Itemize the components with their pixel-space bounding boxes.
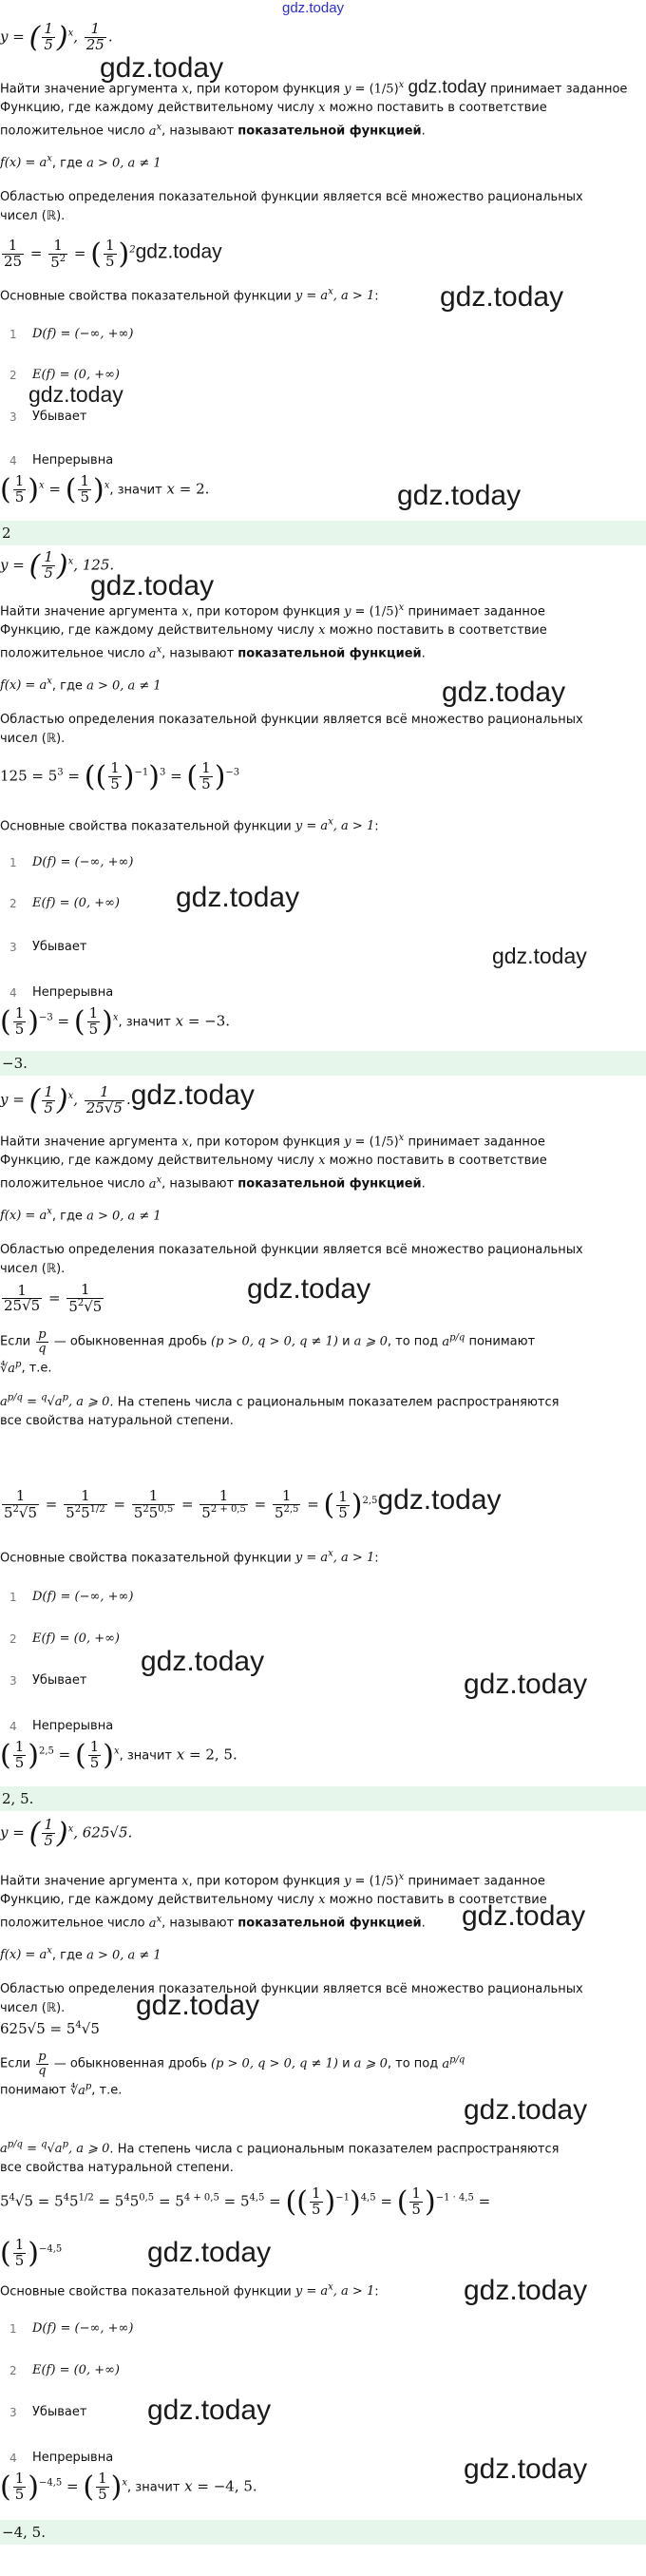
task-3-text: Найти значение аргумента x, при котором функция $y = (1/5)^x$ принимает заданное Функцию, где каждому действительному числу x можно поставить в соответствие положительное число $a^x$, называют показательной функцией. (0, 1133, 547, 1192)
watermark: gdz.today (464, 2094, 588, 2126)
prop-item: 3 Убывает (10, 2405, 87, 2419)
watermark: gdz.today (28, 382, 124, 407)
task-1-def: $f(x) = a^x$, где a > 0, a ≠ 1 (0, 154, 162, 171)
site-header-logo[interactable]: gdz.today (282, 0, 345, 16)
prop-item: 4 Непрерывна (10, 453, 114, 467)
prop-item: 2 E(f) = (0, +∞) (10, 1631, 121, 1646)
prop-item: 1 D(f) = (−∞, +∞) (10, 855, 134, 869)
task-3-conclusion: ( $\frac{1}{5}$ )$^{2,5}$ = ( $\frac{1}{5}$ )$^x$, значит x = 2, 5. (0, 1738, 238, 1772)
task-3-step-b: $\frac{1}{5^2√5}$ = $\frac{1}{5^25^{1/2}}$ = $\frac{1}{5^25^{0,5}}$ = $\frac{1}{5^{2 + 0,5}}$ = $\frac{1}{5^{2,5}}$ = ( $\frac{1}{5}$ )$^{2,5}$gdz.today (4, 1484, 502, 1522)
watermark: gdz.today (397, 480, 522, 511)
task-4-step-b: $5^4√5 = 5^45^{1/2} = 5^45^{0,5} = 5^{4 + 0,5} = 5^{4,5}$ = (( $\frac{1}{5}$ )$^{-1}$)$^{4,5}$ = ( $\frac{1}{5}$ )$^{-1 \cdot 4,5}$ = (0, 2185, 491, 2219)
prop-item: 2 E(f) = (0, +∞) (10, 2363, 121, 2377)
task-1-step: $\frac{1}{25}$ = $\frac{1}{5^2}$ = ( $\frac{1}{5}$ )$^2$gdz.today (4, 236, 222, 271)
watermark: gdz.today (247, 1273, 371, 1305)
prop-item: 1 D(f) = (−∞, +∞) (10, 327, 134, 341)
watermark: gdz.today (147, 2237, 272, 2268)
prop-item: 4 Непрерывна (10, 1719, 114, 1733)
watermark: gdz.today (147, 2395, 272, 2426)
task-4-rational-2: $a^{p/q} = ^q√a^p$, a ⩾ 0. На степень числа с рациональным показателем распространяются все свойства натуральной степени. (0, 2140, 560, 2176)
prop-item: 1 D(f) = (−∞, +∞) (10, 1590, 134, 1604)
task-2-step: $125 = 5^3$ = (( $\frac{1}{5}$ )$^{-1}$)$^3$ = ( $\frac{1}{5}$ )$^{-3}$ (0, 759, 240, 793)
prop-item: 4 Непрерывна (10, 985, 114, 1000)
task-3-step-a: $\frac{1}{25√5}$ = $\frac{1}{5^2√5}$ (4, 1281, 103, 1315)
answer-1: 2 (0, 521, 646, 545)
task-1-props-title: Основные свойства показательной функции $y = a^x$, a > 1: (0, 287, 379, 304)
task-4-equation: y = ( $\frac{1}{5}$ )$^x$, 625√5. (0, 1816, 133, 1850)
task-1-domain: Областью определения показательной функции является всё множество рациональных чисел (ℝ). (0, 190, 583, 223)
watermark: gdz.today (100, 52, 224, 84)
task-2-text: Найти значение аргумента x, при котором функция $y = (1/5)^x$ принимает заданное Функцию, где каждому действительному числу x можно поставить в соответствие положительное число $a^x$, называют показательной функцией. (0, 602, 547, 661)
task-2-domain: Областью определения показательной функции является всё множество рациональных чисел (ℝ). (0, 713, 583, 746)
watermark: gdz.today (462, 1900, 586, 1932)
task-4-step-c: ( $\frac{1}{5}$ )$^{-4,5}$ (0, 2236, 63, 2270)
task-4-text: Найти значение аргумента x, при котором функция $y = (1/5)^x$ принимает заданное Функцию, где каждому действительному числу x можно поставить в соответствие положительное число $a^x$, называют показательной функцией. (0, 1872, 547, 1931)
watermark: gdz.today (464, 2453, 588, 2485)
task-1-equation: y = ( $\frac{1}{5}$ )$^x$, $\frac{1}{25}$ . (0, 20, 113, 54)
task-2-equation: y = ( $\frac{1}{5}$ )$^x$, 125. (0, 548, 115, 582)
prop-item: 4 Непрерывна (10, 2451, 114, 2465)
answer-3: 2, 5. (0, 1786, 646, 1811)
watermark: gdz.today (176, 882, 300, 913)
task-1-text: Найти значение аргумента x, при котором функция $y = (1/5)^x$ gdz.today принимает заданное Функцию, где каждому действительному числу x можно поставить в соответствие положительное число $a^x$, называют показательной функцией. (0, 77, 628, 139)
watermark: gdz.today (136, 1990, 260, 2021)
watermark: gdz.today (90, 570, 215, 601)
task-2-conclusion: ( $\frac{1}{5}$ )$^{-3}$ = ( $\frac{1}{5}$ )$^x$, значит x = −3. (0, 1004, 231, 1039)
task-3-equation: y = ( $\frac{1}{5}$ )$^x$, $\frac{1}{25√5}$ .gdz.today (0, 1079, 255, 1117)
task-1-conclusion: ( $\frac{1}{5}$ )$^x$ = ( $\frac{1}{5}$ )$^x$, значит x = 2. (0, 472, 210, 506)
task-3-props-title: Основные свойства показательной функции $y = a^x$, a > 1: (0, 1549, 379, 1566)
task-4-def: $f(x) = a^x$, где a > 0, a ≠ 1 (0, 1946, 162, 1963)
task-4-step-a: $625√5 = 5^4√5$ (0, 2020, 100, 2037)
prop-item: 2 E(f) = (0, +∞) (10, 896, 121, 910)
prop-item: 3 Убывает (10, 1673, 87, 1688)
task-4-conclusion: ( $\frac{1}{5}$ )$^{-4,5}$ = ( $\frac{1}{5}$ )$^x$, значит x = −4, 5. (0, 2470, 257, 2504)
watermark: gdz.today (492, 944, 587, 968)
watermark: gdz.today (141, 1646, 265, 1677)
prop-item: 2 E(f) = (0, +∞) (10, 368, 121, 382)
watermark: gdz.today (464, 1669, 588, 1700)
answer-4: −4, 5. (0, 2520, 646, 2545)
prop-item: 1 D(f) = (−∞, +∞) (10, 2321, 134, 2336)
task-3-def: $f(x) = a^x$, где a > 0, a ≠ 1 (0, 1207, 162, 1224)
answer-2: −3. (0, 1051, 646, 1076)
watermark: gdz.today (440, 281, 564, 313)
prop-item: 3 Убывает (10, 940, 87, 954)
task-2-def: $f(x) = a^x$, где a > 0, a ≠ 1 (0, 677, 162, 694)
task-4-domain: Областью определения показательной функции является всё множество рациональных чисел (ℝ). (0, 1982, 583, 2015)
watermark: gdz.today (464, 2275, 588, 2306)
watermark: gdz.today (442, 677, 566, 708)
task-2-props-title: Основные свойства показательной функции $y = a^x$, a > 1: (0, 817, 379, 834)
task-3-domain: Областью определения показательной функции является всё множество рациональных чисел (ℝ). (0, 1243, 583, 1276)
task-4-props-title: Основные свойства показательной функции $y = a^x$, a > 1: (0, 2282, 379, 2299)
task-4-rational: Если $\frac{p}{q}$ — обыкновенная дробь (p > 0, q > 0, q ≠ 1) и a ⩾ 0, то под $a^{p/q}$ понимают $∜a^p$, т.е. (0, 2050, 466, 2098)
task-3-rational-2: $a^{p/q} = ^q√a^p$, a ⩾ 0. На степень числа с рациональным показателем распространяются все свойства натуральной степени. (0, 1393, 560, 1429)
prop-item: 3 Убывает (10, 410, 87, 424)
task-3-rational: Если $\frac{p}{q}$ — обыкновенная дробь (p > 0, q > 0, q ≠ 1) и a ⩾ 0, то под $a^{p/q}$ понимают $∜a^p$, т.е. (0, 1327, 536, 1376)
